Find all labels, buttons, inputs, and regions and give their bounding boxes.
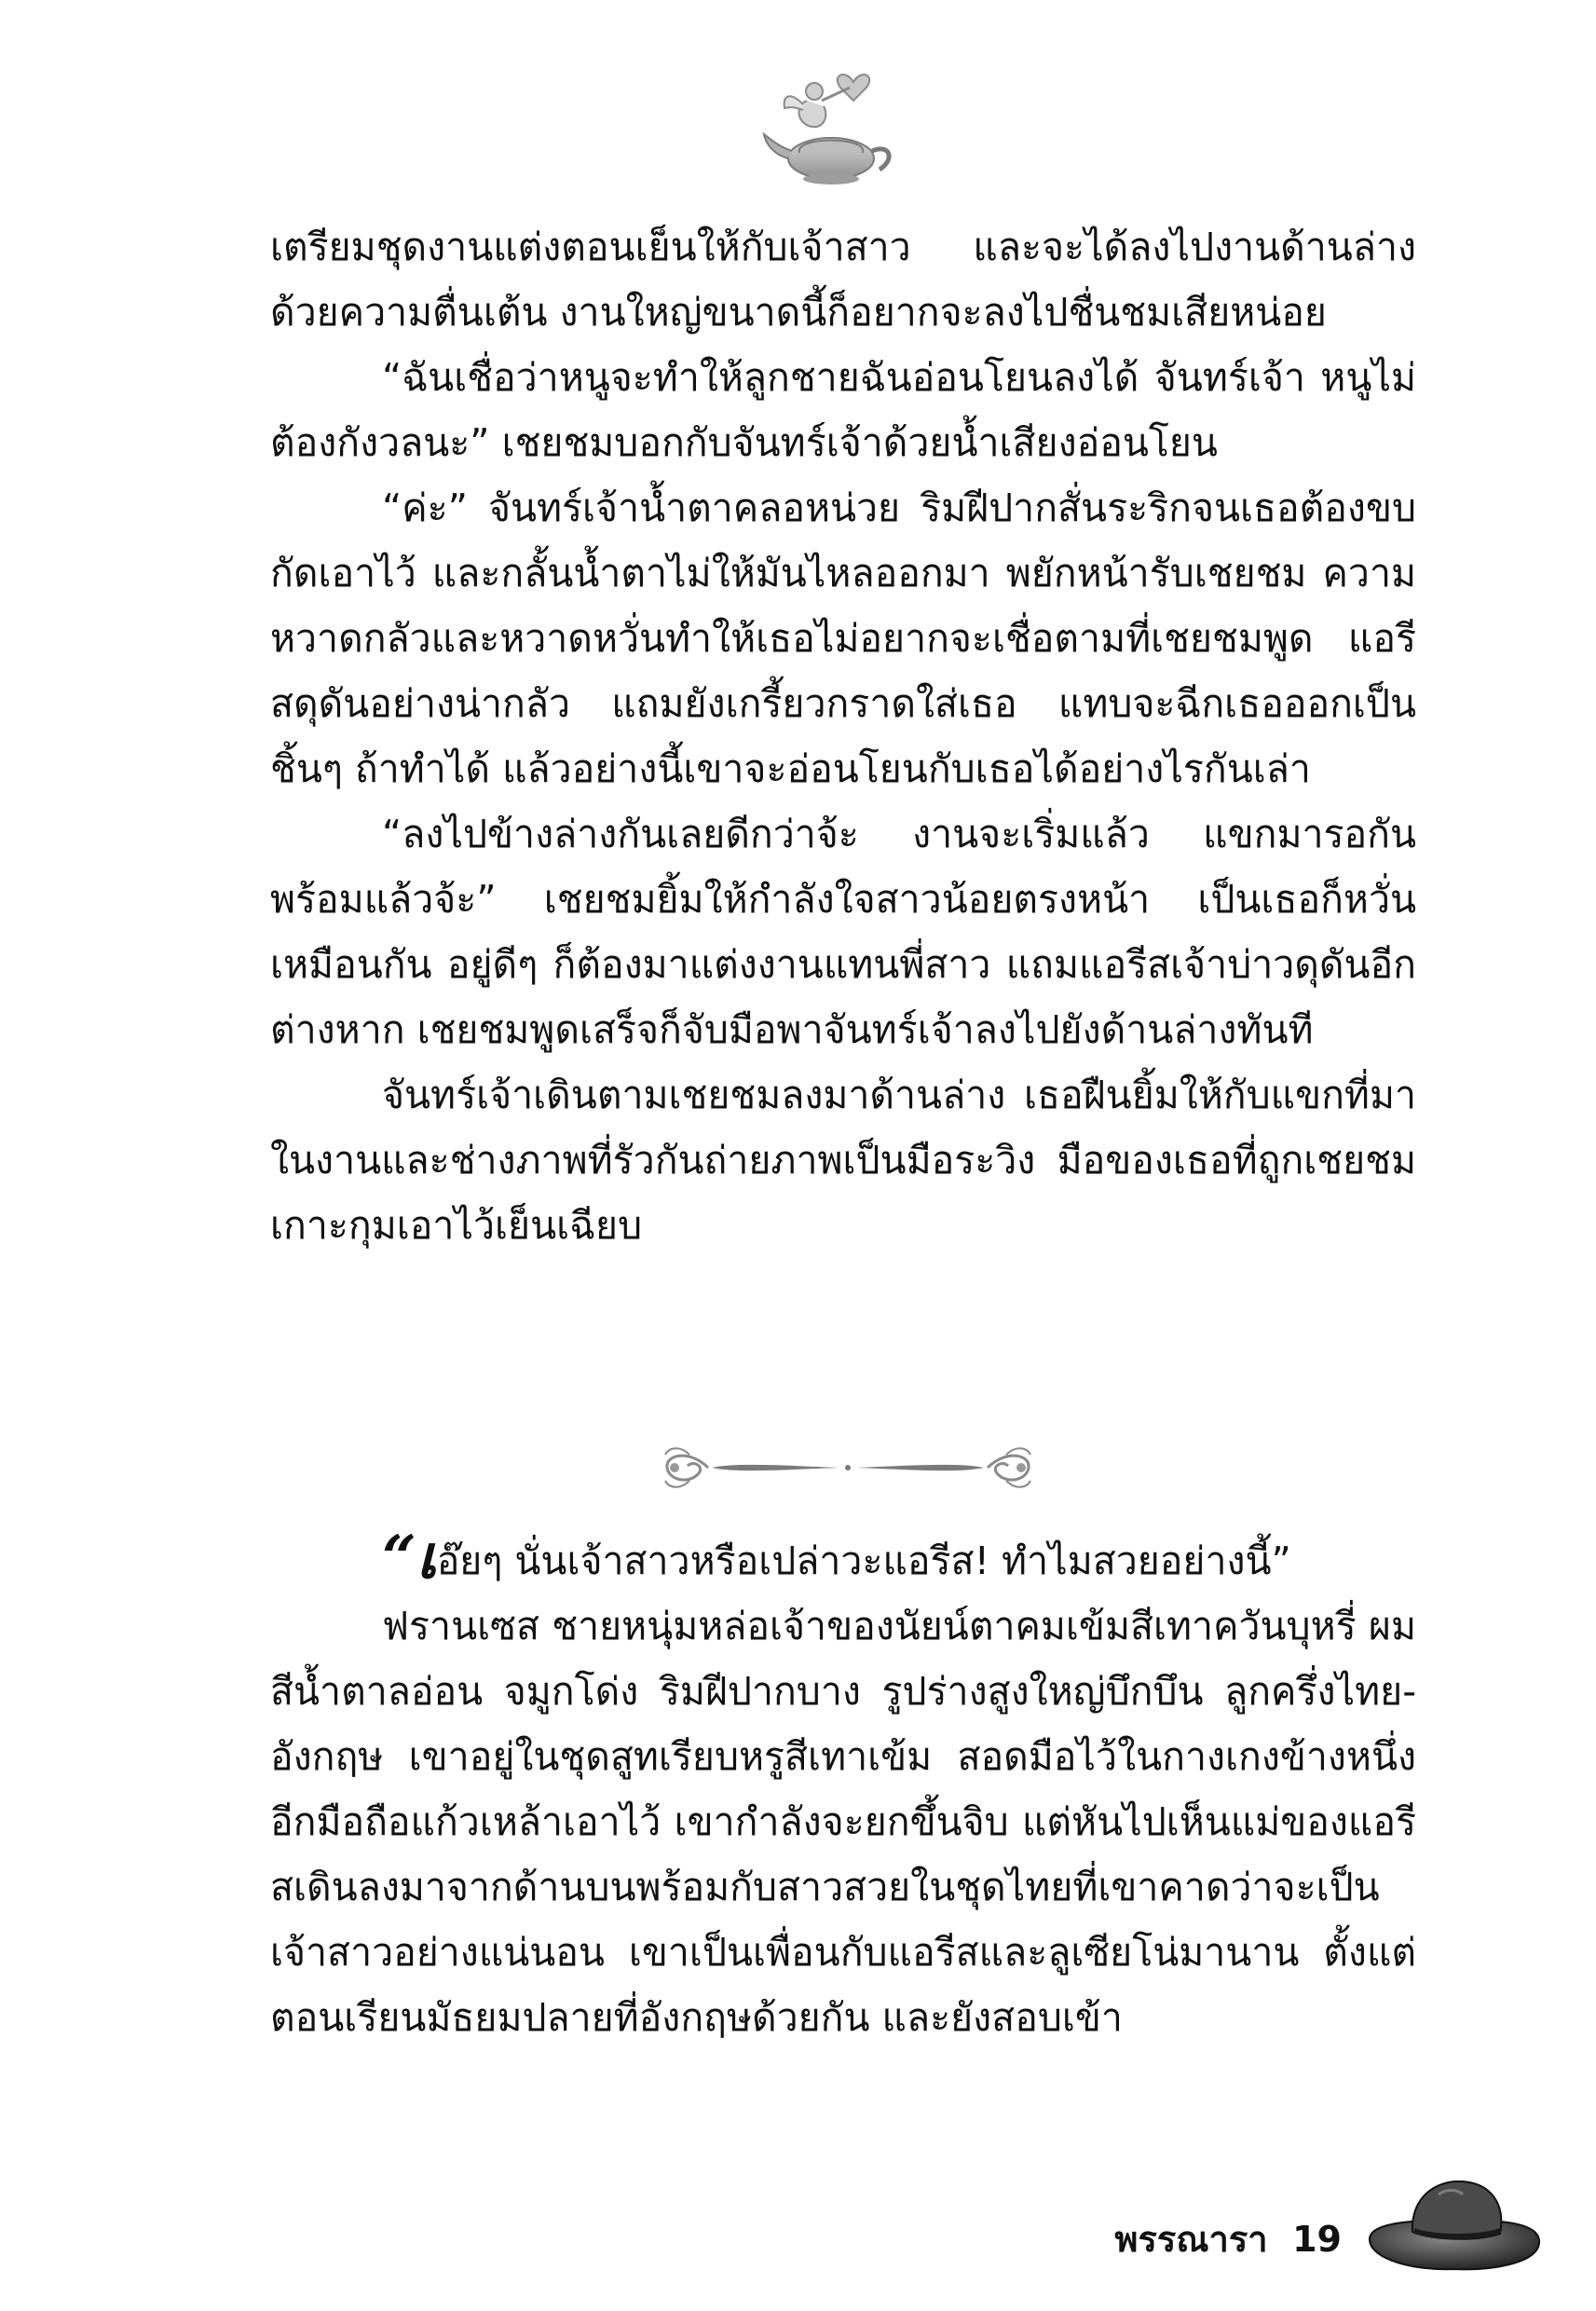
paragraph-4: “ลงไปข้างล่างกันเลยดีกว่าจ้ะ งานจะเริ่มแล้ว แขกมารอกันพร้อมแล้วจ้ะ” เชยชมยิ้มให้กำลังใจสาวน้อยตรงหน้า เป็นเธอก็หวั่นเหมือนกัน อยู่ดีๆ ก็ต้องมาแต่งงานแทนพี่สาว แถมแอรีสเจ้าบ่าวดุดันอีกต่างหาก เชยชมพูดเสร็จก็จับมือพาจันทร์เจ้าลงไปยังด้านล่างทันที xyxy=(270,812,1416,1052)
main-text-bottom xyxy=(270,1523,1416,2050)
book-title: พรรณารา xyxy=(1114,2219,1268,2260)
paragraph-5: จันทร์เจ้าเดินตามเชยชมลงมาด้านล่าง เธอฝืนยิ้มให้กับแขกที่มาในงานและช่างภาพที่รัวกันถ่ายภาพเป็นมือระวิง มือของเธอที่ถูกเชยชมเกาะกุมเอาไว้เย็นเฉียบ xyxy=(270,1073,1416,1248)
page-number: 19 xyxy=(1292,2219,1342,2260)
paragraph-2: “ฉันเชื่อว่าหนูจะทำให้ลูกชายฉันอ่อนโยนลงได้ จันทร์เจ้า หนูไม่ต้องกังวลนะ” เชยชมบอกกับจันทร์เจ้าด้วยน้ำเสียงอ่อนโยน xyxy=(270,355,1416,465)
paragraph-1: เตรียมชุดงานแต่งตอนเย็นให้กับเจ้าสาว และจะได้ลงไปงานด้านล่างด้วยความตื่นเต้น งานใหญ่ขนาดนี้ก็อยากจะลงไปชื่นชมเสียหน่อย xyxy=(270,225,1416,335)
cupid-teapot-icon xyxy=(757,54,906,194)
dropcap-paragraph xyxy=(270,1523,1416,1593)
running-footer xyxy=(1099,2210,1342,2267)
dropcap-letter: “เ xyxy=(382,1523,437,1593)
cowboy-hat-icon xyxy=(1360,2167,1547,2278)
main-text-top xyxy=(270,214,1416,1258)
ornamental-divider-icon xyxy=(652,1430,1044,1505)
paragraph-6: ฟรานเซส ชายหนุ่มหล่อเจ้าของนัยน์ตาคมเข้มสีเทาควันบุหรี่ ผมสีน้ำตาลอ่อน จมูกโด่ง ริมฝีปากบาง รูปร่างสูงใหญ่บึกบึน ลูกครึ่งไทย-อังกฤษ เขาอยู่ในชุดสูทเรียบหรูสีเทาเข้ม สอดมือไว้ในกางเกงข้างหนึ่ง อีกมือถือแก้วเหล้าเอาไว้ เขากำลังจะยกขึ้นจิบ แต่หันไปเห็นแม่ของแอรีสเดินลงมาจากด้านบนพร้อมกับสาวสวยในชุดไทยที่เขาคาดว่าจะเป็นเจ้าสาวอย่างแน่นอน เขาเป็นเพื่อนกับแอรีสและลูเซียโน่มานาน ตั้งแต่ตอนเรียนมัธยมปลายที่อังกฤษด้วยกัน และยังสอบเข้า xyxy=(270,1604,1416,2040)
paragraph-3: “ค่ะ” จันทร์เจ้าน้ำตาคลอหน่วย ริมฝีปากสั่นระริกจนเธอต้องขบกัดเอาไว้ และกลั้นน้ำตาไม่ให้มันไหลออกมา พยักหน้ารับเชยชม ความหวาดกลัวและหวาดหวั่นทำให้เธอไม่อยากจะเชื่อตามที่เชยชมพูด แอรีสดุดันอย่างน่ากลัว แถมยังเกรี้ยวกราดใส่เธอ แทบจะฉีกเธอออกเป็นชิ้นๆ ถ้าทำได้ แล้วอย่างนี้เขาจะอ่อนโยนกับเธอได้อย่างไรกันเล่า xyxy=(270,485,1416,791)
dropcap-paragraph-text: อ๊ยๆ นั่นเจ้าสาวหรือเปล่าวะแอรีส! ทำไมสวยอย่างนี้” xyxy=(436,1538,1291,1583)
